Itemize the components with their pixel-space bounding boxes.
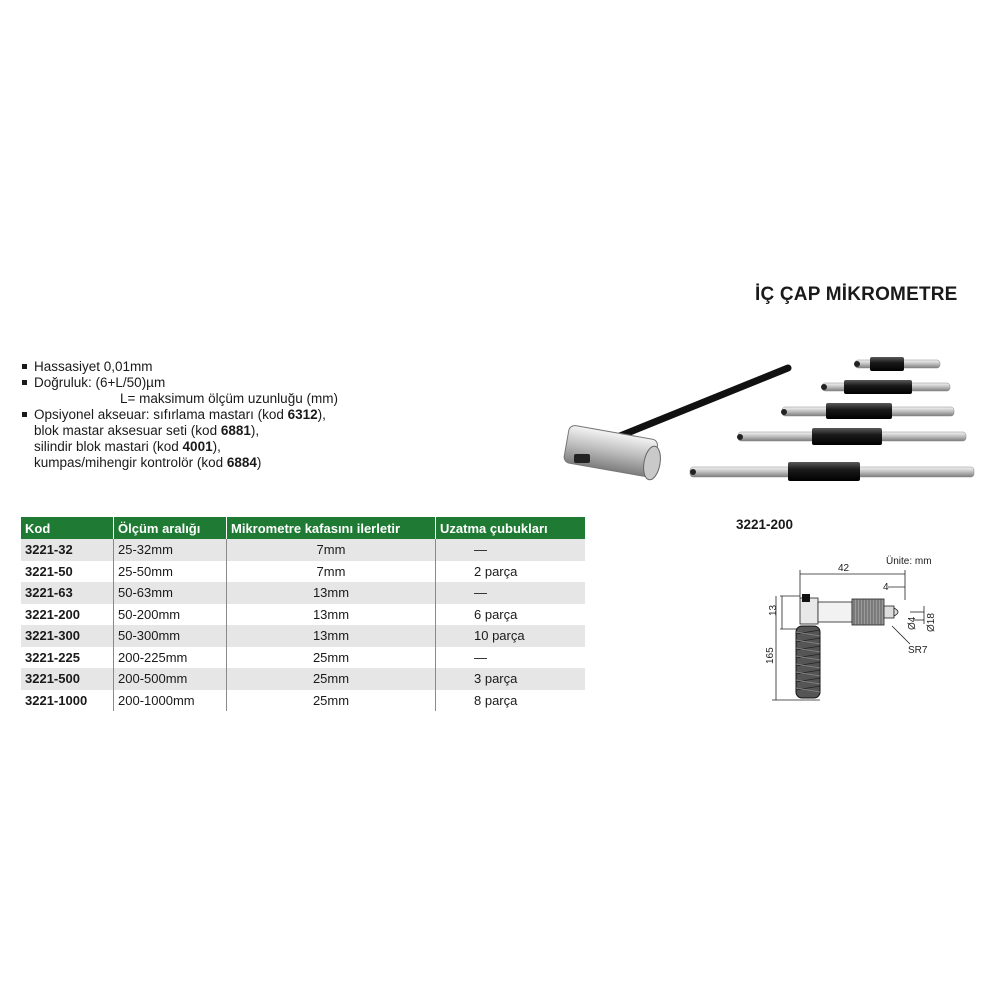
header-code: Kod (21, 517, 114, 539)
cell-range: 50-63mm (114, 582, 227, 604)
extension-rod (821, 380, 950, 394)
dim-sr7: SR7 (908, 645, 928, 656)
cell-code: 3221-225 (21, 647, 114, 669)
cell-range: 200-225mm (114, 647, 227, 669)
dimension-lines (772, 570, 924, 700)
extension-rod (854, 357, 940, 371)
cell-rods: 6 parça (436, 604, 586, 626)
spec-caliper: kumpas/mihengir kontrolör (kod 6884) (34, 455, 262, 470)
handle (563, 368, 788, 481)
extension-rod (690, 462, 974, 481)
table-row (21, 625, 585, 647)
dim-4: 4 (883, 582, 889, 593)
cell-travel: 25mm (227, 647, 436, 669)
table-row (21, 604, 585, 626)
cell-range: 25-32mm (114, 539, 227, 561)
cell-code: 3221-1000 (21, 690, 114, 712)
unit-label: Ünite: mm (886, 556, 932, 567)
bullet-icon (22, 407, 34, 423)
dim-d4: Ø4 (907, 616, 918, 630)
photo-caption: 3221-200 (736, 517, 794, 532)
table-row (21, 690, 585, 712)
cell-travel: 7mm (227, 539, 436, 561)
dim-13: 13 (768, 604, 779, 616)
spec-cylinder: silindir blok mastari (kod 4001), (34, 439, 221, 454)
cell-code: 3221-300 (21, 625, 114, 647)
cell-rods: — (436, 539, 586, 561)
cell-rods: — (436, 582, 586, 604)
micrometer-head (800, 594, 898, 625)
cell-rods: — (436, 647, 586, 669)
cell-code: 3221-500 (21, 668, 114, 690)
bullet-icon (22, 359, 34, 375)
cell-range: 50-300mm (114, 625, 227, 647)
technical-drawing (762, 552, 962, 702)
cell-travel: 25mm (227, 668, 436, 690)
header-range: Ölçüm aralığı (114, 517, 227, 539)
table-row (21, 582, 585, 604)
extension-rod (781, 403, 954, 419)
table-row (21, 668, 585, 690)
header-extension-rods: Uzatma çubukları (436, 517, 586, 539)
cell-code: 3221-32 (21, 539, 114, 561)
knurled-handle (796, 626, 820, 698)
cell-code: 3221-63 (21, 582, 114, 604)
cell-travel: 13mm (227, 604, 436, 626)
dim-d18: Ø18 (926, 613, 937, 632)
header-head-travel: Mikrometre kafasını ilerletir (227, 517, 436, 539)
product-photo (560, 350, 990, 500)
spec-block: blok mastar aksesuar seti (kod 6881), (34, 423, 260, 438)
cell-range: 25-50mm (114, 561, 227, 583)
cell-rods: 2 parça (436, 561, 586, 583)
cell-range: 200-500mm (114, 668, 227, 690)
dim-42: 42 (838, 563, 850, 574)
cell-travel: 7mm (227, 561, 436, 583)
cell-range: 50-200mm (114, 604, 227, 626)
page-title: İÇ ÇAP MİKROMETRE (755, 284, 958, 305)
extension-rod (737, 428, 966, 445)
cell-rods: 8 parça (436, 690, 586, 712)
cell-travel: 13mm (227, 625, 436, 647)
cell-range: 200-1000mm (114, 690, 227, 712)
table-header-row (21, 517, 585, 539)
spec-table (21, 517, 585, 711)
dim-165: 165 (765, 647, 776, 664)
spec-list (22, 359, 382, 471)
spec-optional: Opsiyonel akseuar: sıfırlama mastarı (kod 6312), (22, 407, 382, 423)
cell-code: 3221-200 (21, 604, 114, 626)
spec-accuracy-note: L= maksimum ölçüm uzunluğu (mm) (120, 391, 338, 406)
table-row (21, 647, 585, 669)
cell-rods: 10 parça (436, 625, 586, 647)
cell-code: 3221-50 (21, 561, 114, 583)
cell-travel: 13mm (227, 582, 436, 604)
spec-precision: Hassasiyet 0,01mm (22, 359, 382, 375)
table-row (21, 561, 585, 583)
table-row (21, 539, 585, 561)
bullet-icon (22, 375, 34, 391)
spec-accuracy: Doğruluk: (6+L/50)µm (22, 375, 382, 391)
cell-travel: 25mm (227, 690, 436, 712)
cell-rods: 3 parça (436, 668, 586, 690)
